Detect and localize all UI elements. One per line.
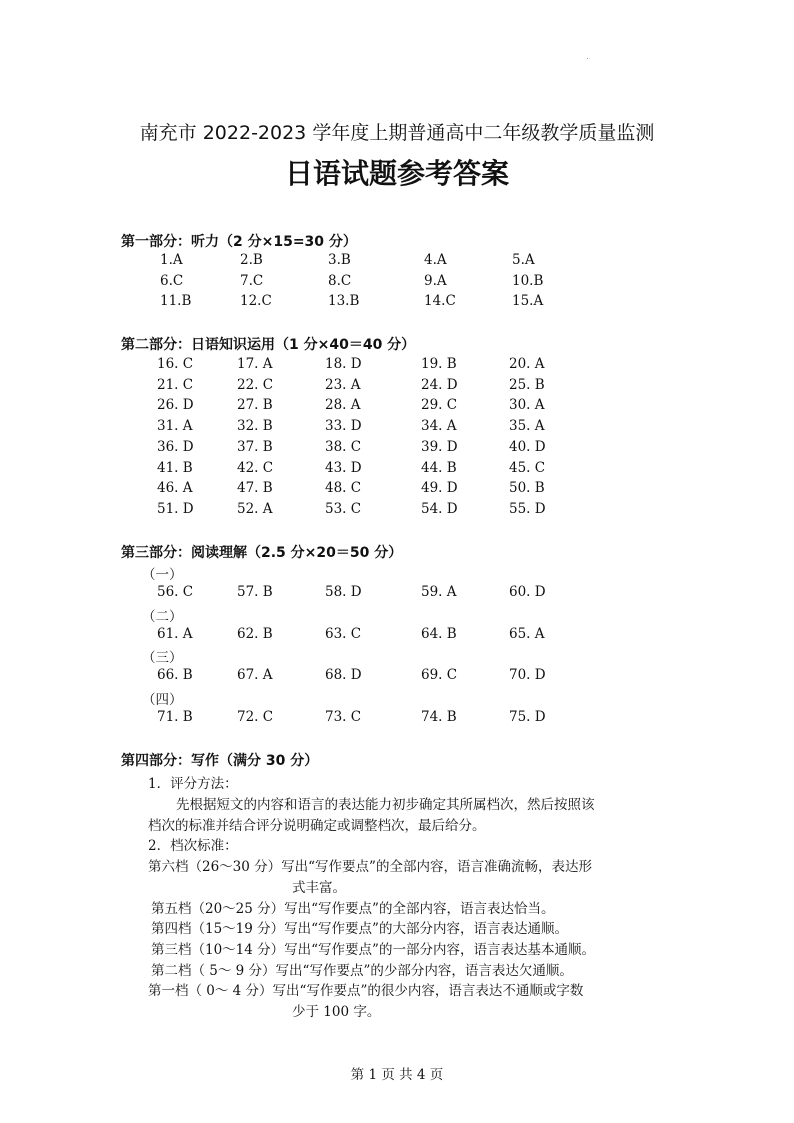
answer-item: 32. B <box>237 418 273 435</box>
answer-item: 29. C <box>421 397 458 414</box>
answer-item: 51. D <box>157 500 194 517</box>
answer-item: 71. B <box>157 708 193 725</box>
answer-item: 35. A <box>509 418 545 435</box>
answer-item: 1.A <box>160 252 183 268</box>
grade-standard-title: 2．档次标准： <box>148 838 238 854</box>
answer-item: 63. C <box>325 625 362 642</box>
answer-item: 26. D <box>157 397 194 414</box>
part2-heading: 第二部分：日语知识运用（1 分×40＝40 分） <box>121 337 416 353</box>
section-label: （四） <box>142 691 183 708</box>
section-label: （一） <box>142 567 183 583</box>
answer-item: 31. A <box>157 418 193 435</box>
answer-item: 7.C <box>240 272 264 289</box>
answer-item: 22. C <box>237 376 274 393</box>
answer-item: 25. B <box>509 376 545 393</box>
answer-item: 15.A <box>512 293 544 309</box>
answer-item: 55. D <box>509 500 546 517</box>
answer-item: 49. D <box>421 480 458 497</box>
grade-4: 第四档（15～19 分）写出“写作要点”的大部分内容，语言表达通顺。 <box>151 921 568 937</box>
answer-item: 2.B <box>240 252 263 268</box>
answer-item: 61. A <box>157 625 193 642</box>
answer-item: 21. C <box>157 376 194 393</box>
scan-dot <box>587 58 588 59</box>
answer-item: 59. A <box>421 584 457 600</box>
scoring-method-line2: 档次的标准并结合评分说明确定或调整档次，最后给分。 <box>148 818 486 834</box>
answer-item: 53. C <box>325 500 362 517</box>
answer-item: 11.B <box>160 293 192 309</box>
answer-item: 46. A <box>157 480 193 497</box>
answer-item: 19. B <box>421 356 457 372</box>
answer-item: 17. A <box>237 356 273 372</box>
answer-item: 41. B <box>157 459 193 476</box>
answer-item: 10.B <box>512 272 544 289</box>
answer-item: 23. A <box>325 376 361 393</box>
grade-1-line1: 第一档（ 0～ 4 分）写出“写作要点”的很少内容，语言表达不通顺或字数 <box>148 983 584 999</box>
grade-3: 第三档（10～14 分）写出“写作要点”的一部分内容，语言表达基本通顺。 <box>151 942 595 958</box>
grade-2: 第二档（ 5～ 9 分）写出“写作要点”的少部分内容，语言表达欠通顺。 <box>151 963 573 979</box>
answer-item: 42. C <box>237 459 274 476</box>
answer-item: 56. C <box>157 584 194 600</box>
answer-item: 75. D <box>509 708 546 725</box>
answer-item: 58. D <box>325 584 362 600</box>
answer-item: 72. C <box>237 708 274 725</box>
answer-item: 28. A <box>325 397 361 414</box>
part4-heading: 第四部分：写作（满分 30 分） <box>121 753 319 769</box>
section-label: （三） <box>142 650 183 666</box>
answer-item: 64. B <box>421 625 457 642</box>
answer-item: 18. D <box>325 356 362 372</box>
answer-item: 65. A <box>509 625 545 642</box>
answer-item: 12.C <box>240 293 272 309</box>
answer-key-title: 日语试题参考答案 <box>284 157 509 190</box>
answer-item: 3.B <box>328 252 351 268</box>
answer-item: 73. C <box>325 708 362 725</box>
answer-item: 33. D <box>325 418 362 435</box>
grade-5: 第五档（20～25 分）写出“写作要点”的全部内容，语言表达恰当。 <box>151 901 555 917</box>
grade-1-line2: 少于 100 字。 <box>292 1004 381 1020</box>
answer-item: 43. D <box>325 459 362 476</box>
answer-item: 52. A <box>237 500 273 517</box>
answer-item: 8.C <box>328 272 352 289</box>
answer-item: 48. C <box>325 480 362 497</box>
answer-item: 47. B <box>237 480 273 497</box>
answer-item: 37. B <box>237 438 273 455</box>
answer-item: 67. A <box>237 667 273 683</box>
answer-item: 16. C <box>157 356 194 372</box>
answer-item: 62. B <box>237 625 273 642</box>
grade-6-line2: 式丰富。 <box>292 880 346 896</box>
answer-item: 66. B <box>157 667 193 683</box>
answer-item: 60. D <box>509 584 546 600</box>
answer-item: 36. D <box>157 438 194 455</box>
answer-item: 6.C <box>160 272 184 289</box>
answer-item: 69. C <box>421 667 458 683</box>
answer-item: 30. A <box>509 397 545 414</box>
scoring-method-line1: 先根据短文的内容和语言的表达能力初步确定其所属档次，然后按照该 <box>176 797 595 813</box>
answer-item: 40. D <box>509 438 546 455</box>
answer-item: 27. B <box>237 397 273 414</box>
exam-title: 南充市 2022-2023 学年度上期普通高中二年级教学质量监测 <box>139 122 655 144</box>
answer-item: 5.A <box>512 252 535 268</box>
answer-item: 4.A <box>424 252 447 268</box>
answer-item: 24. D <box>421 376 458 393</box>
answer-item: 38. C <box>325 438 362 455</box>
section-label: （二） <box>142 608 183 625</box>
answer-item: 50. B <box>509 480 545 497</box>
answer-item: 20. A <box>509 356 545 372</box>
answer-item: 68. D <box>325 667 362 683</box>
page-footer: 第 1 页 共 4 页 <box>350 1067 444 1083</box>
part1-heading: 第一部分：听力（2 分×15=30 分） <box>121 234 357 250</box>
grade-6-line1: 第六档（26～30 分）写出“写作要点”的全部内容，语言准确流畅，表达形 <box>148 859 592 875</box>
answer-item: 9.A <box>424 272 447 289</box>
answer-item: 14.C <box>424 293 456 309</box>
answer-item: 70. D <box>509 667 546 683</box>
answer-item: 74. B <box>421 708 457 725</box>
scoring-method-title: 1．评分方法： <box>148 776 238 792</box>
answer-item: 13.B <box>328 293 360 309</box>
answer-item: 57. B <box>237 584 273 600</box>
answer-item: 34. A <box>421 418 457 435</box>
answer-item: 39. D <box>421 438 458 455</box>
answer-item: 45. C <box>509 459 546 476</box>
answer-item: 44. B <box>421 459 457 476</box>
part3-heading: 第三部分：阅读理解（2.5 分×20＝50 分） <box>121 545 403 561</box>
answer-item: 54. D <box>421 500 458 517</box>
